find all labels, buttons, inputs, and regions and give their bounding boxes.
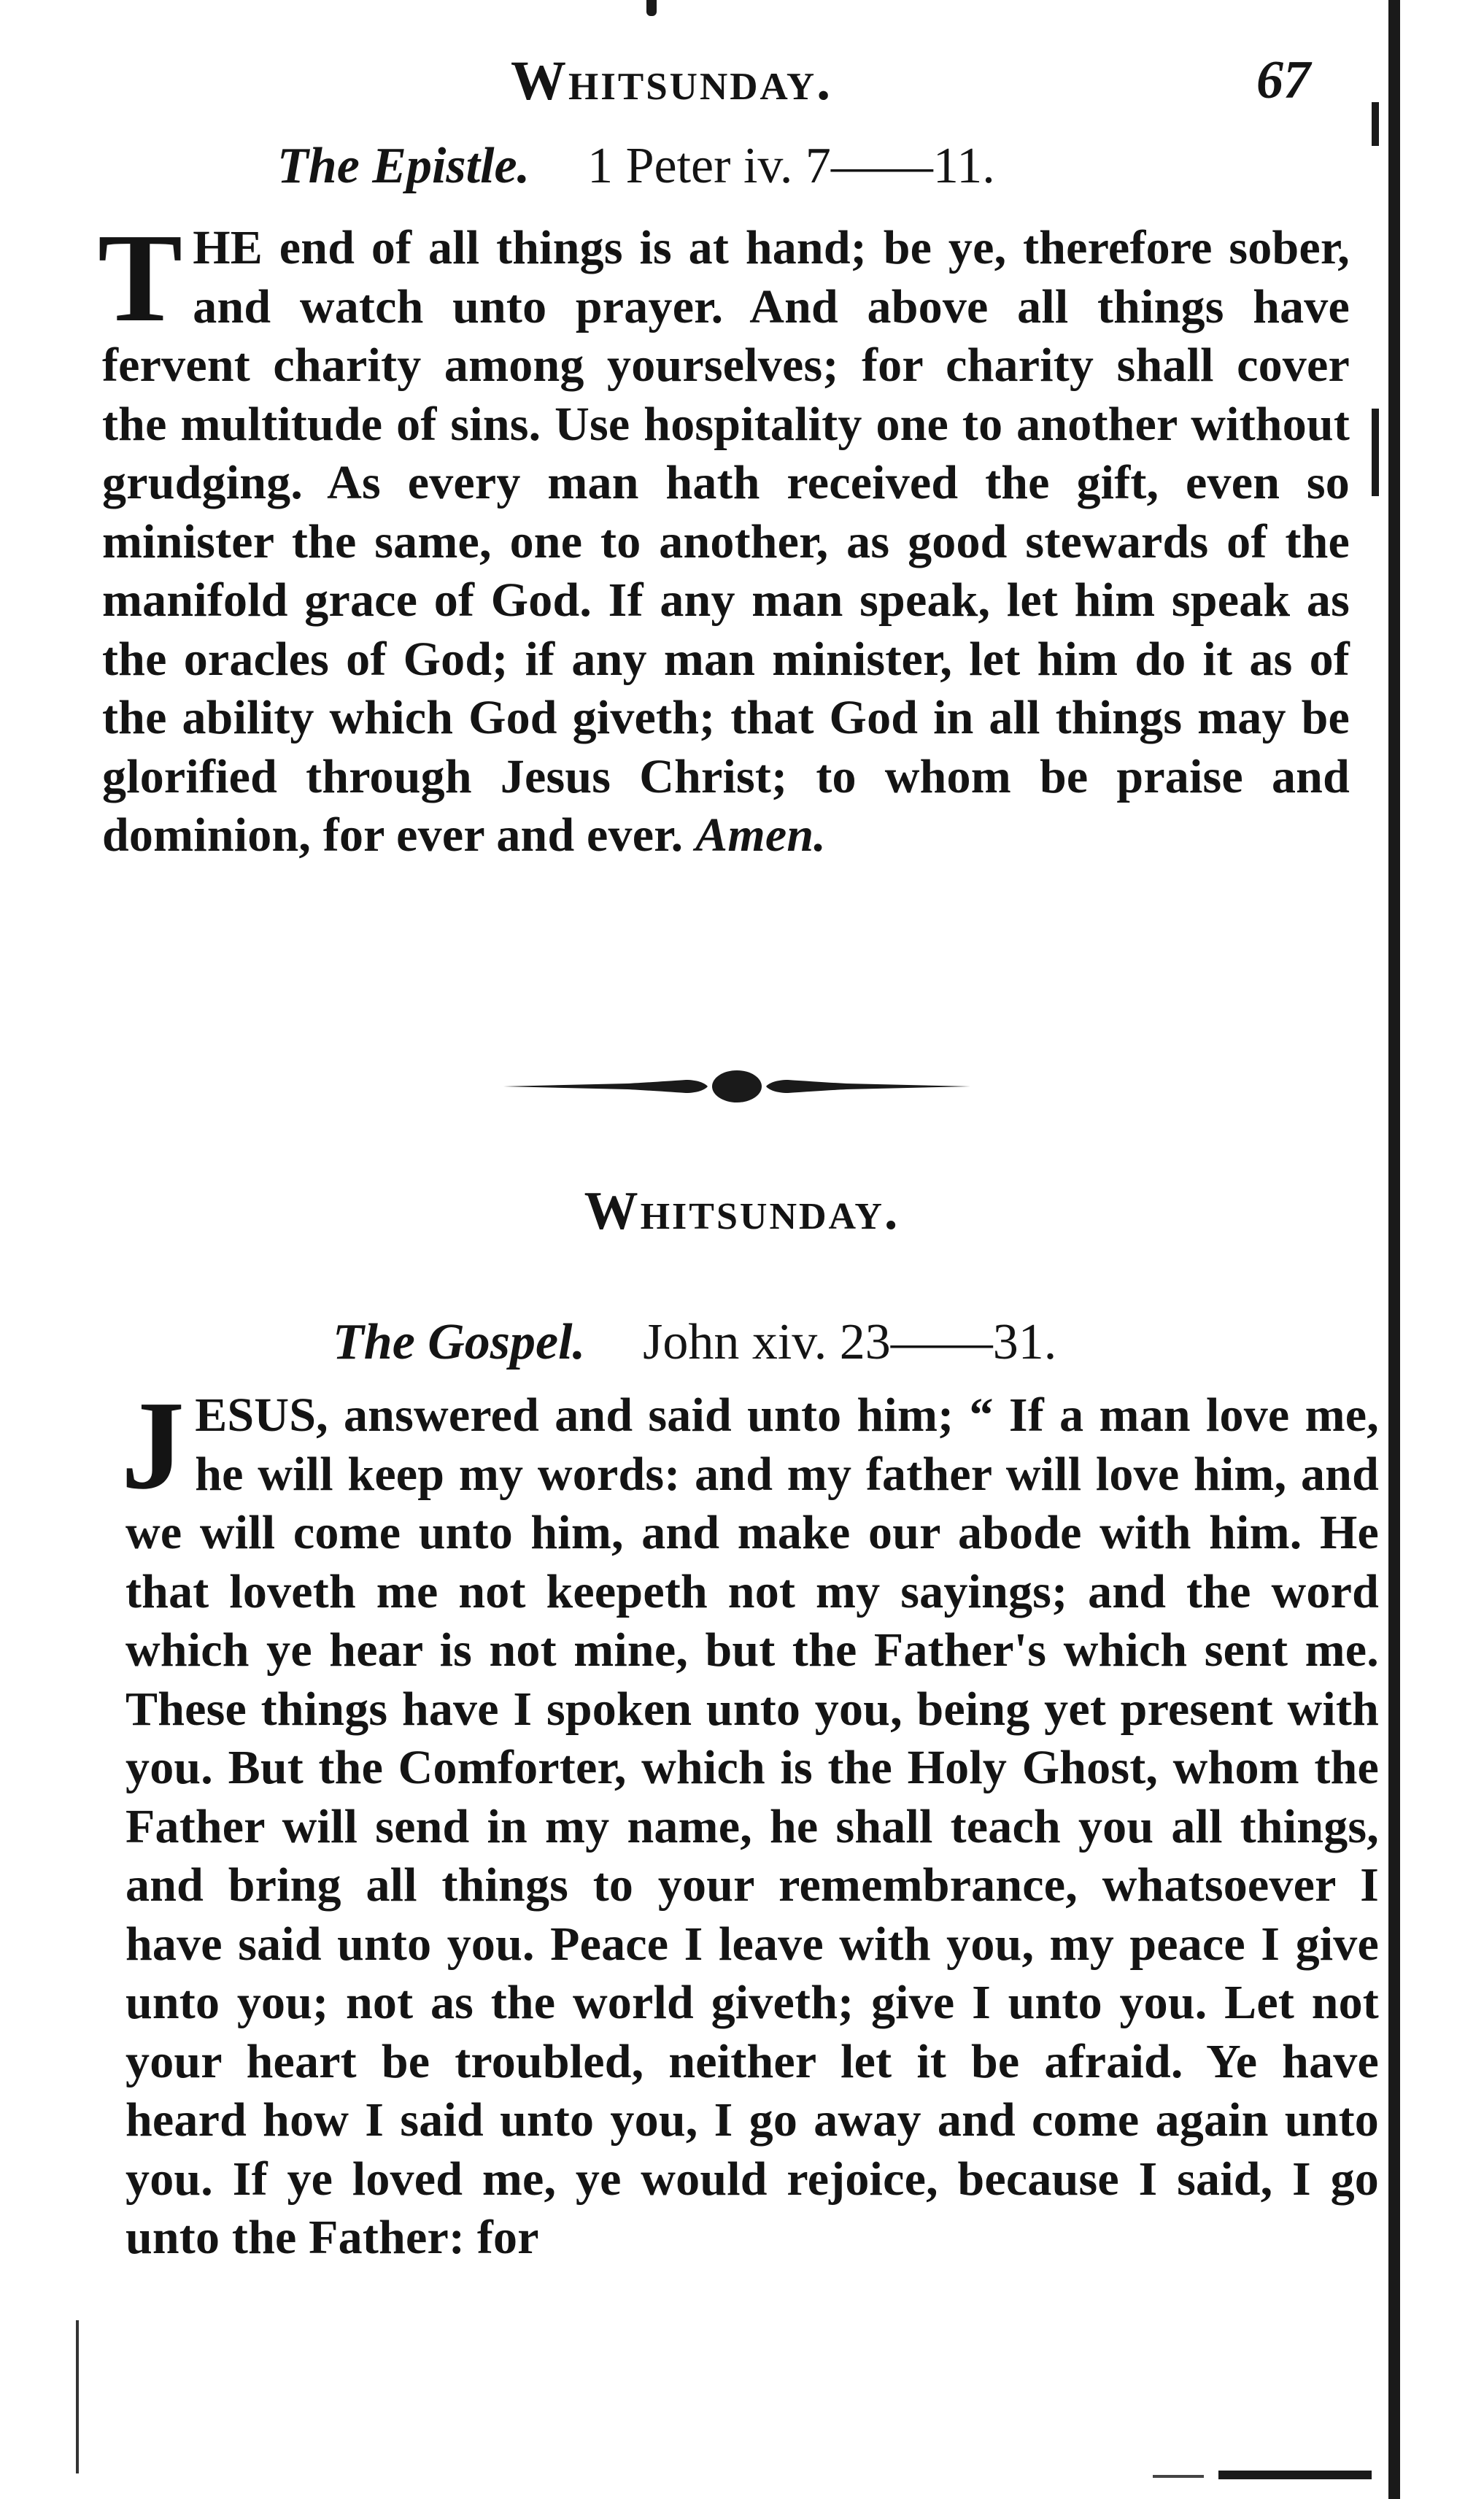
- page-edge-left: [76, 2320, 79, 2473]
- running-title: Whitsunday.: [511, 50, 833, 112]
- epistle-text-block: [98, 207, 1350, 865]
- epistle-closing: Amen.: [695, 808, 826, 862]
- scan-mark-top: [646, 0, 657, 16]
- epistle-reference-line: [277, 137, 995, 196]
- gospel-reference-line: [333, 1313, 1056, 1372]
- epistle-reference: 1 Peter iv. 7——11.: [587, 138, 995, 194]
- gospel-text: ESUS, answered and said unto him; “ If a man love me, he will keep my words: and my father will love him, and we will come unto him, and make our abode with him. He that loveth me not keepeth not my sayings; and the word which ye hear is not mine, but the Father's which sent me. These things have I spoken unto you, being yet present with you. But the Comforter, which is the Holy Ghost, whom the Father will send in my name, he shall teach you all things, and bring all things to your remembrance, whatsoever I have said unto you. Peace I leave with you, my peace I give unto you; not as the world giveth; give I unto you. Let not your heart be troubled, neither let it be afraid. Ye have heard how I said unto you, I go away and come again unto you. If ye loved me, ye would rejoice, because I said, I go unto the Father: for: [125, 1388, 1379, 2264]
- gospel-reference: John xiv. 23——31.: [643, 1314, 1057, 1370]
- ornamental-divider: [496, 1067, 978, 1106]
- gospel-text-block: [121, 1375, 1379, 2268]
- section-title: Whitsunday.: [584, 1181, 900, 1241]
- epistle-text: HE end of all things is at hand; be ye, therefore sober, and watch unto prayer. And above all things have fervent charity among yourselves; for charity shall cover the multitude of sins. Use hospitality one to another without grudging. As every man hath received the gift, even so minister the same, one to another, as good stewards of the manifold grace of God. If any man speak, let him speak as the oracles of God; if any man minister, let him do it as of the ability which God giveth; that God in all things may be glorified through Jesus Christ; to whom be praise and dominion, for ever and ever.: [102, 221, 1350, 862]
- scan-smudge-bottom: [1153, 2460, 1372, 2482]
- page-edge-right: [1388, 0, 1400, 2499]
- page-edge-notch: [1372, 409, 1379, 496]
- epistle-label: The Epistle.: [277, 138, 530, 194]
- gospel-drop-cap: J: [121, 1375, 185, 1515]
- epistle-drop-cap: T: [98, 207, 183, 348]
- page-number: 67: [1256, 50, 1310, 110]
- running-head: [0, 50, 1484, 115]
- gospel-label: The Gospel.: [333, 1314, 586, 1370]
